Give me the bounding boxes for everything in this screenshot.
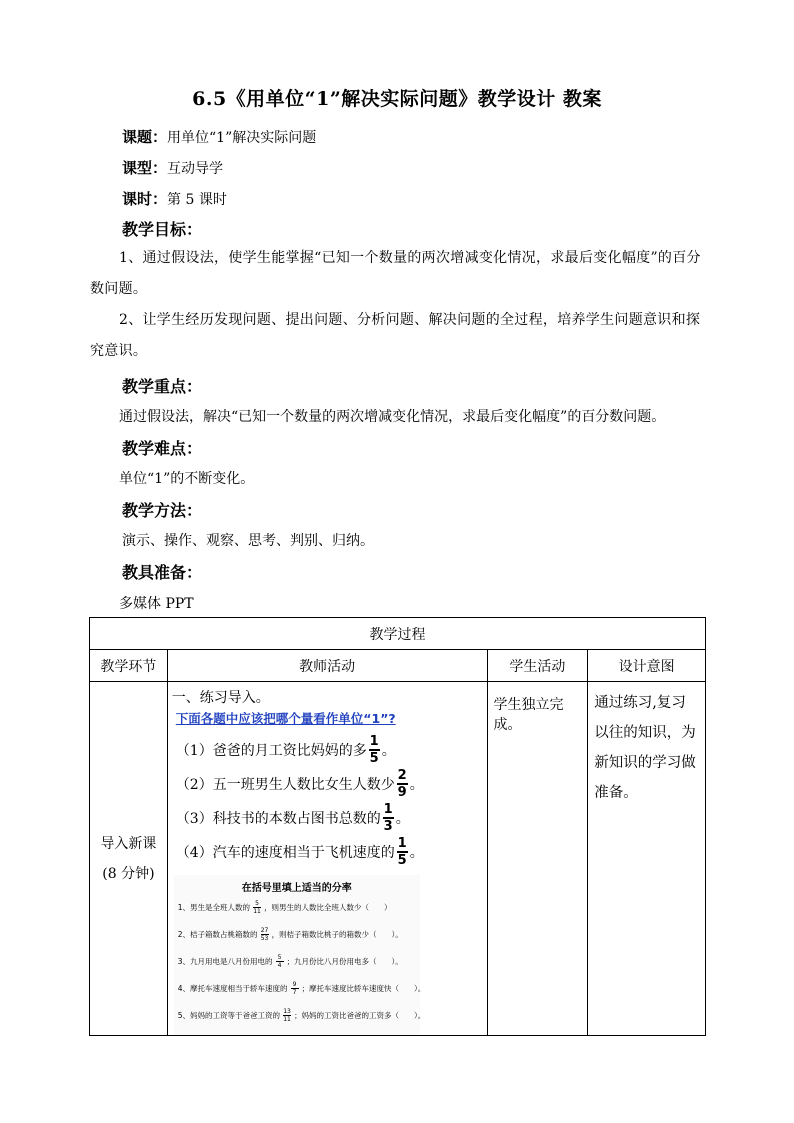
- question-text: （1）爸爸的月工资比妈妈的多: [175, 743, 367, 759]
- fraction-numerator: 2: [397, 768, 407, 783]
- methods-heading: 教学方法：: [122, 501, 203, 520]
- exercise-post: ；九月份比八月份用电多（ ）。: [286, 957, 403, 966]
- exercise-post: ，则桔子箱数比桃子的箱数少（ ）。: [271, 930, 403, 939]
- topic-value: 用单位“1”解决实际问题: [167, 130, 317, 146]
- question-text: （3）科技书的本数占图书总数的: [175, 811, 381, 827]
- fraction-numerator: 1: [369, 734, 379, 749]
- exercise-pre: 3、九月用电是八月份用电的: [177, 957, 273, 966]
- exercise-item: [174, 975, 426, 1002]
- teacher-prompt: 下面各题中应该把哪个量看作单位“1”?: [175, 711, 396, 726]
- tools-text: 多媒体 PPT: [119, 596, 194, 612]
- document-title: 6.5《用单位“1”解决实际问题》教学设计 教案: [192, 88, 602, 110]
- goals-heading: 教学目标：: [122, 220, 203, 239]
- fraction-denominator: 5: [369, 751, 379, 766]
- exercise-denominator: 53: [260, 935, 269, 942]
- fraction-numerator: 1: [397, 836, 407, 851]
- key-text: 通过假设法，解决“已知一个数量的两次增减变化情况，求最后变化幅度”的百分数问题。: [119, 409, 666, 425]
- exercise-fraction: [291, 981, 299, 996]
- exercise-denominator: 7: [292, 989, 297, 996]
- exercise-image: [174, 875, 426, 1035]
- question-list: [168, 733, 487, 869]
- exercise-post: ；摩托车速度比轿车速度快（ ）。: [301, 984, 426, 993]
- fraction-denominator: 9: [397, 785, 407, 800]
- period-value: 第 5 课时: [167, 192, 227, 208]
- goals-item-2: 2、让学生经历发现问题、提出问题、分析问题、解决问题的全过程，培养学生问题意识和探究意识。: [90, 312, 701, 359]
- topic-label: 课题：: [122, 128, 168, 146]
- table-caption: 教学过程: [90, 618, 706, 650]
- intent-cell: [588, 682, 706, 1036]
- header-stage: 教学环节: [90, 650, 168, 682]
- question-end: 。: [409, 845, 424, 861]
- exercise-numerator: 5: [255, 900, 259, 907]
- key-heading: 教学重点：: [122, 377, 203, 396]
- teacher-cell: [167, 682, 487, 1036]
- exercise-post: ，则男生的人数比全班人数少（ ）: [264, 903, 392, 912]
- exercise-fraction: [261, 927, 269, 942]
- exercise-numerator: 13: [283, 1008, 291, 1015]
- exercise-item: [174, 921, 420, 948]
- exercise-pre: 1、男生是全班人数的: [177, 903, 251, 912]
- exercise-title: 在括号里填上适当的分率: [241, 883, 352, 894]
- header-intent: 设计意图: [588, 650, 706, 682]
- exercise-item: [174, 894, 420, 921]
- header-teacher: 教师活动: [167, 650, 487, 682]
- question-text: （2）五一班男生人数比女生人数少: [175, 777, 395, 793]
- question-item: [168, 835, 487, 869]
- goals-item-1: 1、通过假设法，使学生能掌握“已知一个数量的两次增减变化情况，求最后变化幅度”的百分数问题。: [90, 250, 701, 297]
- question-item: [168, 733, 487, 767]
- exercise-fraction: [253, 900, 261, 915]
- stage-time: (8 分钟): [102, 865, 155, 882]
- exercise-denominator: 4: [277, 962, 282, 969]
- exercise-pre: 4、摩托车速度相当于轿车速度的: [177, 984, 288, 993]
- design-intent: 通过练习,复习以往的知识，为新知识的学习做准备。: [594, 695, 696, 801]
- student-cell: [487, 682, 588, 1036]
- stage-cell: [90, 682, 168, 1036]
- question-end: 。: [409, 777, 424, 793]
- topic-line: [122, 126, 316, 147]
- header-student: 学生活动: [487, 650, 588, 682]
- exercise-pre: 2、桔子箱数占桃箱数的: [177, 930, 258, 939]
- period-label: 课时：: [122, 190, 168, 208]
- exercise-numerator: 27: [260, 927, 269, 934]
- question-item: [168, 801, 487, 835]
- fraction: [397, 769, 408, 799]
- difficulty-heading: 教学难点：: [122, 439, 203, 458]
- process-table: [89, 617, 706, 1036]
- exercise-numerator: 5: [277, 954, 282, 961]
- difficulty-text: 单位“1”的不断变化。: [119, 471, 255, 487]
- fraction-denominator: 3: [383, 819, 393, 834]
- exercise-item: [174, 948, 420, 975]
- question-end: 。: [381, 743, 396, 759]
- exercise-pre: 5、妈妈的工资等于爸爸工资的: [177, 1011, 281, 1020]
- type-label: 课型：: [122, 159, 168, 177]
- fraction: [383, 803, 394, 833]
- methods-text: 演示、操作、观察、思考、判别、归纳。: [122, 533, 374, 549]
- fraction-numerator: 1: [383, 802, 393, 817]
- exercise-fraction: [283, 1008, 291, 1023]
- exercise-item: [174, 1002, 426, 1029]
- stage-name: 导入新课: [100, 835, 157, 852]
- question-item: [168, 767, 487, 801]
- exercise-denominator: 11: [253, 908, 261, 915]
- fraction-denominator: 5: [397, 853, 407, 868]
- fraction: [397, 837, 408, 867]
- fraction: [369, 735, 380, 765]
- question-text: （4）汽车的速度相当于飞机速度的: [175, 845, 395, 861]
- student-activity: 学生独立完成。: [493, 697, 564, 733]
- exercise-list: [174, 894, 426, 1029]
- question-end: 。: [395, 811, 410, 827]
- tools-heading: 教具准备：: [122, 563, 203, 582]
- type-value: 互动导学: [167, 161, 224, 177]
- exercise-fraction: [276, 954, 284, 969]
- type-line: [122, 157, 223, 178]
- exercise-denominator: 11: [283, 1016, 291, 1023]
- period-line: [122, 188, 227, 209]
- exercise-numerator: 9: [292, 981, 297, 988]
- exercise-post: ；妈妈的工资比爸爸的工资多（ ）。: [294, 1011, 426, 1020]
- teacher-intro: 一、练习导入。: [171, 690, 270, 706]
